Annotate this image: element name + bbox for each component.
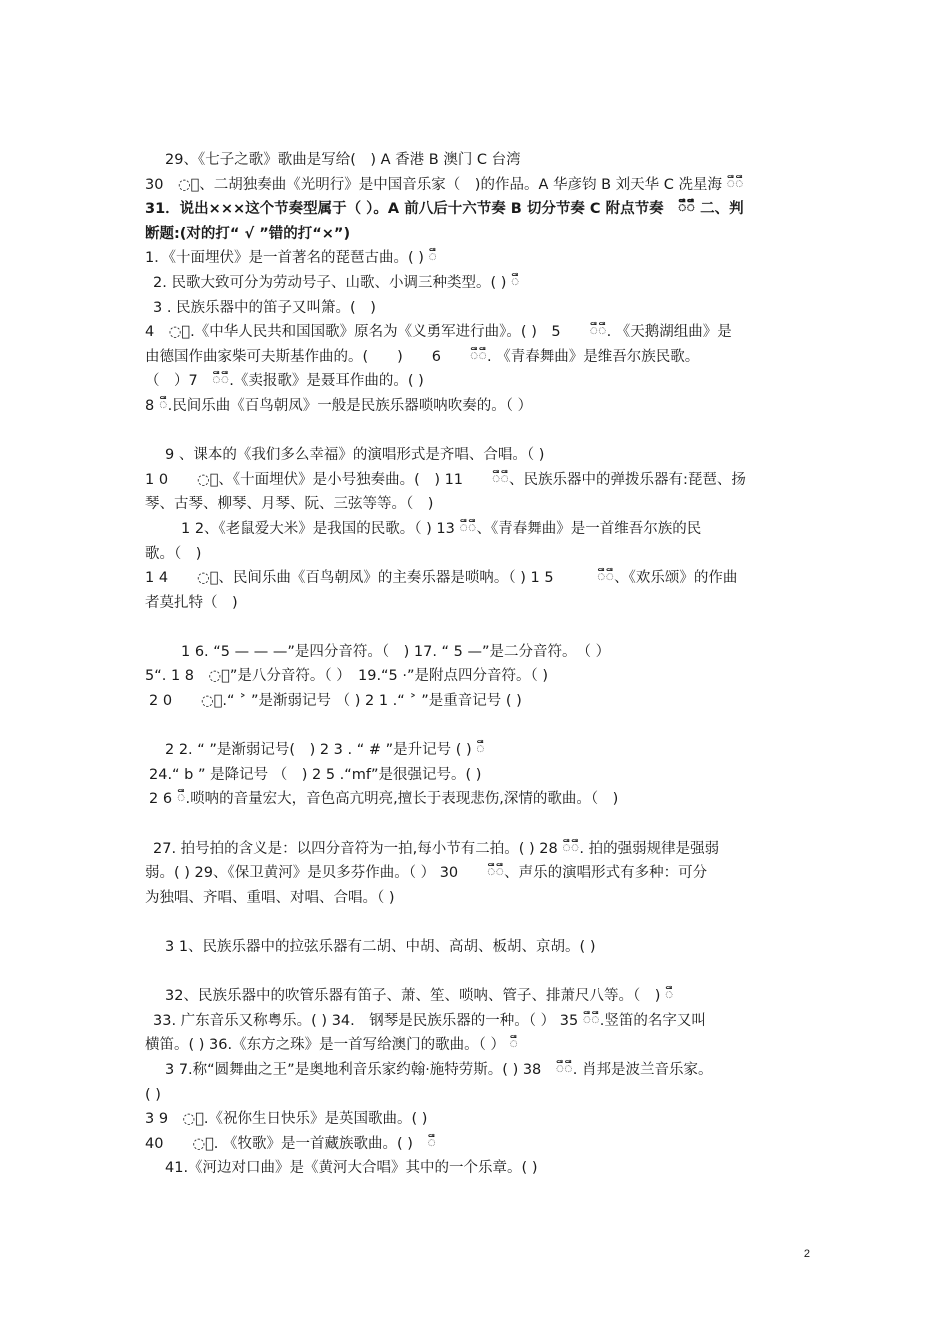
document-body <box>145 148 815 1181</box>
judgment-29-30-line: 弱。( ) 29、《保卫黄河》是贝多芬作曲。（ ） 30 ឹឹ、声乐的演唱形式有多种：可分 <box>145 865 708 882</box>
spacer <box>145 960 815 985</box>
judgment-13-cont-line: 歌。（ ) <box>145 545 202 562</box>
spacer <box>145 910 815 935</box>
judgment-18-19-line: 5“. 1 8 ឹ”是八分音符。（ ） 19.“5 ·”是附点四分音符。（ ) <box>145 668 549 685</box>
question-31-line: 31．说出×××这个节奏型属于（ ）。A 前八后十六节奏 B 切分节奏 C 附点节奏 ឹឹ 二、判 <box>145 201 744 218</box>
judgment-26-line: 2 6 ឹ.唢呐的音量宏大，音色高亢明亮,擅长于表现悲伤,深情的歌曲。（ ) <box>149 791 619 808</box>
judgment-40-line: 40 ឹ. 《牧歌》是一首藏族歌曲。( ) ឹ <box>145 1135 436 1152</box>
judgment-16-17-line: 1 6. “5 — — —”是四分音符。（ ) 17. “ 5 —”是二分音符。 （ ） <box>181 643 611 660</box>
page-number: 2 <box>803 1248 810 1260</box>
judgment-10-11-line: 1 0 ឹ、《十面埋伏》是小号独奏曲。( ) 11 ឹឹ、民族乐器中的弹拨乐器有:琵琶、扬 <box>145 471 746 488</box>
judgment-12-13-line: 1 2、《老鼠爱大米》是我国的民歌。（ ) 13 ឹឹ、《青春舞曲》是一首维吾尔族的民 <box>181 520 702 537</box>
judgment-27-28-line: 27. 拍号拍的含义是：以四分音符为一拍,每小节有二拍。( ) 28 ឹឹ. 拍的强弱规律是强弱 <box>153 840 720 857</box>
judgment-9-line: 9 、课本的《我们多么幸福》的演唱形式是齐唱、合唱。（ ) <box>165 447 545 464</box>
section-heading-judgment: 断题:(对的打“ √ ”错的打“×”) <box>145 225 351 242</box>
judgment-31-line: 3 1、民族乐器中的拉弦乐器有二胡、中胡、高胡、板胡、京胡。( ) <box>165 939 596 955</box>
judgment-4-5-line: 4 ឹ.《中华人民共和国国歌》原名为《义勇军进行曲》。( ) 5 ឹឹ. 《天鹅湖组曲》是 <box>145 324 732 341</box>
judgment-11-cont-line: 琴、古琴、柳琴、月琴、阮、三弦等等。（ ) <box>145 496 434 513</box>
spacer <box>145 419 815 444</box>
judgment-1-line: 1．《十面埋伏》是一首著名的琵琶古曲。( ) ឹ <box>145 250 438 267</box>
judgment-14-15-line: 1 4 ឹ、民间乐曲《百鸟朝凤》的主奏乐器是唢呐。（ ) 1 5 ឹឹ、《欢乐颂》的作曲 <box>145 570 738 587</box>
judgment-2-line: 2. 民歌大致可分为劳动号子、山歌、小调三种类型。( ) ឹ <box>153 274 520 291</box>
judgment-6-7-line: （ ）7 ឹឹ.《卖报歌》是聂耳作曲的。( ) <box>145 373 424 390</box>
judgment-35-36-line: 横笛。( ) 36.《东方之珠》是一首写给澳门的歌曲。（ ） ឹ <box>145 1037 519 1054</box>
judgment-39-line: 3 9 ឹ.《祝你生日快乐》是英国歌曲。( ) <box>145 1111 428 1128</box>
judgment-3-line: 3 . 民族乐器中的笛子又叫箫。( ) <box>153 299 376 316</box>
judgment-24-25-line: 24.“ b ” 是降记号 （ ) 2 5 .“mf”是很强记号。( ) <box>149 766 482 783</box>
judgment-5-6-line: 由德国作曲家柴可夫斯基作曲的。( ) 6 ឹឹ. 《青春舞曲》是维吾尔族民歌。 <box>145 348 700 365</box>
judgment-20-21-line: 2 0 ឹ.“ ˃ ”是渐弱记号 （ ) 2 1 .“ ˃ ”是重音记号 ( ) <box>149 693 522 710</box>
judgment-30-cont-line: 为独唱、齐唱、重唱、对唱、合唱。（ ) <box>145 889 395 906</box>
judgment-22-23-line: 2 2. “ ”是渐弱记号( ) 2 3 . “ # ”是升记号 ( ) ឹ <box>165 742 485 759</box>
judgment-8-line: 8 ឹ.民间乐曲《百鸟朝凤》一般是民族乐器唢呐吹奏的。（ ） <box>145 397 533 414</box>
question-29-line: 29、《七子之歌》歌曲是写给( ) A 香港 B 澳门 C 台湾 <box>165 152 521 168</box>
spacer <box>145 812 815 837</box>
judgment-37-38-line: 3 7.称“圆舞曲之王”是奥地利音乐家约翰·施特劳斯。( ) 38 ឹឹ. 肖邦是波兰音乐家。 <box>165 1061 713 1078</box>
spacer <box>145 615 815 640</box>
question-30-line: 30 ឹ、二胡独奏曲《光明行》是中国音乐家（ )的作品。A 华彦钧 B 刘天华 C 冼星海 ឹឹ <box>145 176 744 193</box>
judgment-33-35-line: 33. 广东音乐又称粤乐。( ) 34. 钢琴是民族乐器的一种。（ ） 35 ឹឹ.竖笛的名字又叫 <box>153 1012 706 1029</box>
spacer <box>145 714 815 739</box>
judgment-41-line: 41.《河边对口曲》是《黄河大合唱》其中的一个乐章。( ) <box>165 1160 538 1177</box>
judgment-15-cont-line: 者莫扎特（ ) <box>145 594 238 611</box>
judgment-38-cont-line: ( ) <box>145 1086 161 1103</box>
judgment-32-line: 32、民族乐器中的吹管乐器有笛子、萧、笙、唢呐、管子、排萧尺八等。（ ) ឹ <box>165 988 674 1005</box>
